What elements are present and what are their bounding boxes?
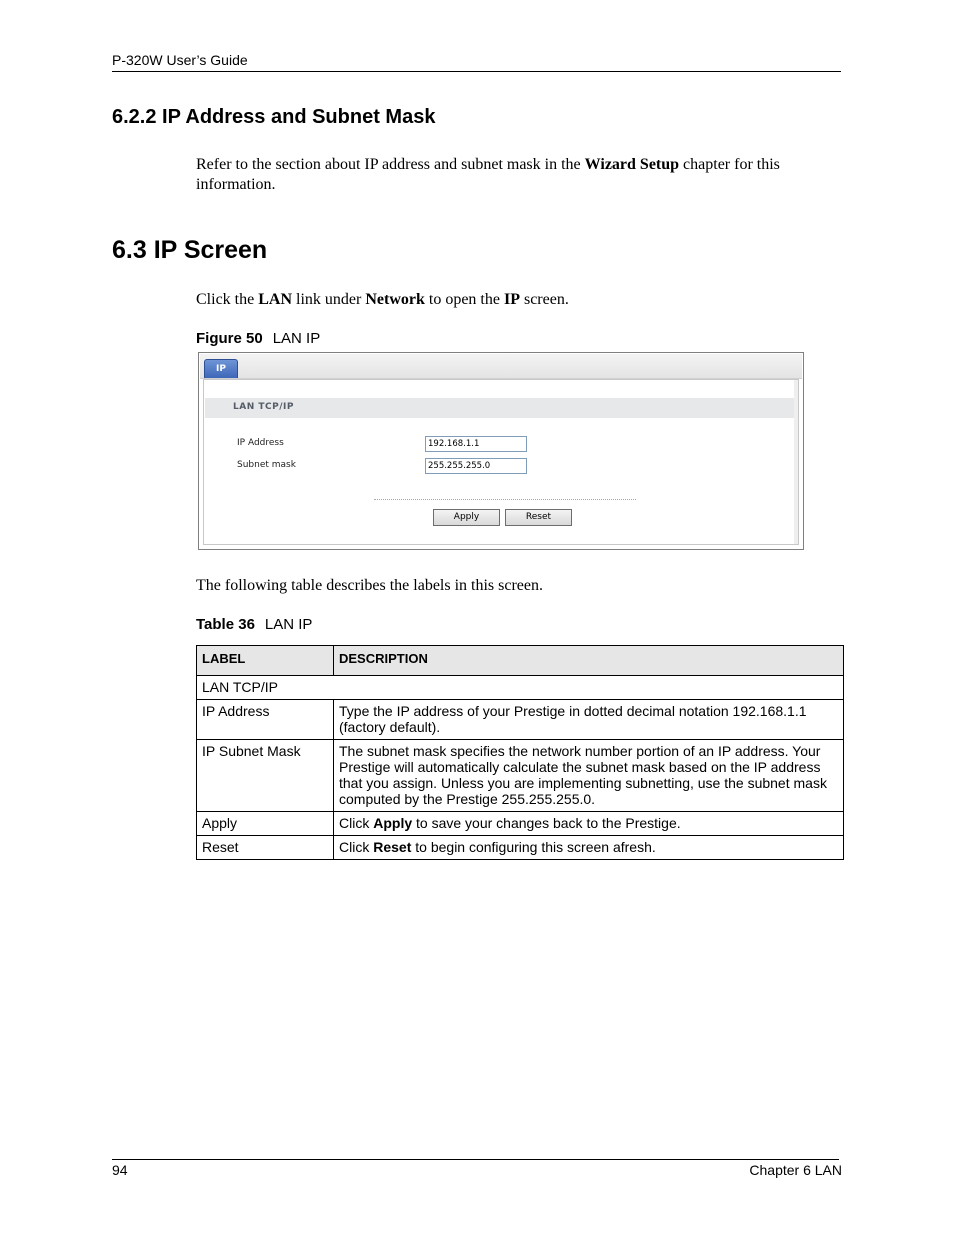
figure-number: Figure 50 (196, 330, 263, 347)
cell-text: to begin configuring this screen afresh. (411, 839, 656, 855)
table-cell-description: Type the IP address of your Prestige in dotted decimal notation 192.168.1.1 (factory default). (334, 700, 844, 740)
para-bold-network: Network (365, 291, 425, 308)
cell-text: Click (339, 815, 374, 831)
header-description: DESCRIPTION (334, 646, 844, 676)
figure-caption (196, 330, 320, 347)
dotted-divider (374, 499, 636, 500)
table-cell-description (334, 836, 844, 860)
table-cell-label: IP Address (197, 700, 334, 740)
cell-bold-apply: Apply (373, 815, 413, 831)
para-text: screen. (519, 291, 569, 308)
para-text: Refer to the section about IP address and subnet mask in the (196, 156, 585, 173)
table-row (197, 740, 844, 812)
tab-ip[interactable]: IP (204, 359, 238, 378)
table-number: Table 36 (196, 616, 255, 633)
para-text: Click the (196, 291, 259, 308)
header-rule (112, 71, 841, 72)
section-bar (205, 398, 797, 418)
para-bold-ip: IP (503, 291, 520, 308)
footer-rule (112, 1159, 839, 1160)
table-cell-description: The subnet mask specifies the network number portion of an IP address. Your Prestige will automatically calculate the subnet mask based on the IP address that you assign. Unless you are implementing subnetting, use the subnet mask computed by the Prestige 255.255.255.0. (334, 740, 844, 812)
running-header: P-320W User’s Guide (112, 52, 248, 68)
table-row (197, 700, 844, 740)
para-bold-lan: LAN (258, 291, 292, 308)
cell-bold-reset: Reset (373, 839, 412, 855)
section-title-lan-tcpip: LAN TCP/IP (233, 402, 294, 412)
page-number: 94 (112, 1162, 128, 1178)
panel-edge (794, 380, 798, 544)
ip-address-label: IP Address (237, 438, 284, 448)
apply-button[interactable]: Apply (433, 509, 500, 526)
lan-ip-table (196, 645, 844, 860)
table-intro-text: The following table describes the labels in this screen. (196, 577, 544, 594)
header-label: LABEL (197, 646, 334, 676)
cell-text: to save your changes back to the Prestige. (412, 815, 681, 831)
table-row (197, 836, 844, 860)
table-cell-label: Reset (197, 836, 334, 860)
section-heading-63: 6.3 IP Screen (112, 236, 268, 264)
para-text: chapter for this information. (196, 156, 780, 193)
table-row (197, 676, 844, 700)
table-row (197, 812, 844, 836)
table-cell-label: IP Subnet Mask (197, 740, 334, 812)
table-cell-label: LAN TCP/IP (197, 676, 844, 700)
para-bold-wizard-setup: Wizard Setup (584, 156, 680, 173)
section-622-paragraph (196, 155, 836, 195)
reset-button[interactable]: Reset (505, 509, 572, 526)
tab-strip (200, 354, 802, 379)
chapter-label: Chapter 6 LAN (749, 1162, 842, 1178)
figure-title: LAN IP (272, 330, 321, 347)
section-63-paragraph (196, 290, 836, 310)
table-header-row (197, 646, 844, 676)
cell-text: Click (339, 839, 374, 855)
para-text: link under (292, 291, 366, 308)
para-text: to open the (424, 291, 504, 308)
subnet-mask-input[interactable]: 255.255.255.0 (425, 458, 527, 474)
table-cell-description (334, 812, 844, 836)
lan-ip-screenshot (198, 352, 804, 550)
settings-panel (203, 379, 799, 545)
table-title: LAN IP (264, 616, 313, 633)
table-caption (196, 616, 312, 633)
ip-address-input[interactable]: 192.168.1.1 (425, 436, 527, 452)
section-heading-622: 6.2.2 IP Address and Subnet Mask (112, 106, 436, 128)
subnet-mask-label: Subnet mask (237, 460, 296, 470)
table-cell-label: Apply (197, 812, 334, 836)
